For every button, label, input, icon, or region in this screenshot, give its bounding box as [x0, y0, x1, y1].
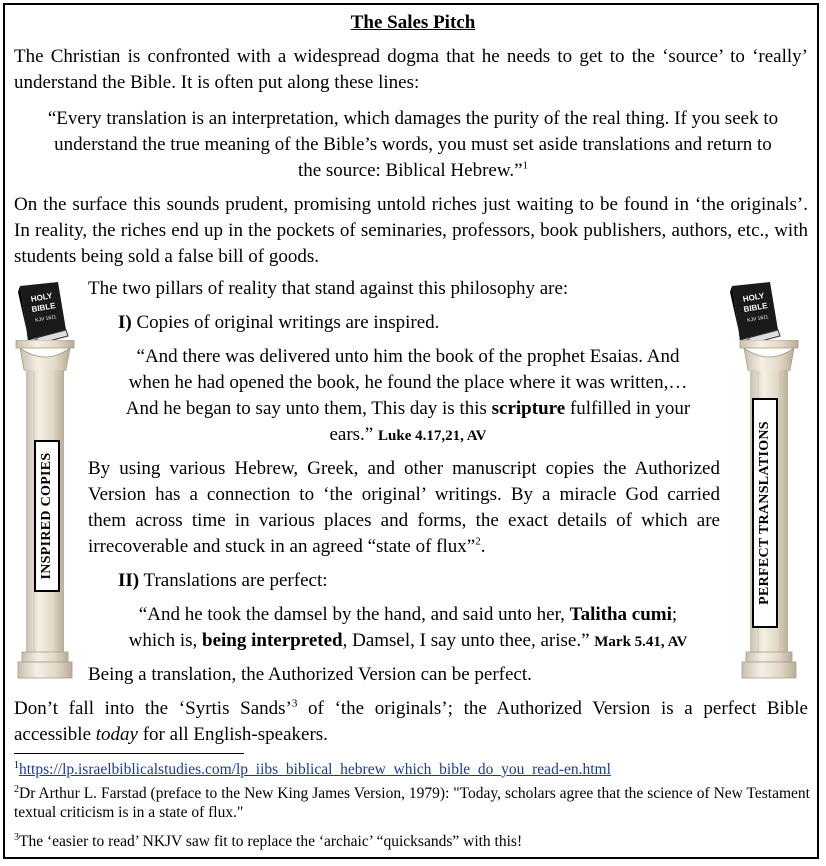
left-bible-cover-line-1: HOLY	[30, 291, 53, 304]
verse1-line-4: ears.” Luke 4.17,21, AV	[329, 424, 487, 445]
point-one	[118, 310, 718, 336]
left-bible-icon	[12, 280, 70, 348]
left-bible-cover-line-3: KJV 1611	[34, 314, 57, 324]
manuscripts-line-3: them across time in various places and forms, the exact details of which are	[88, 510, 720, 531]
inspired-copies-label	[34, 440, 60, 592]
talitha-cumi: Talitha cumi	[569, 604, 672, 625]
right-bible-icon	[724, 280, 782, 348]
luke-reference: Luke 4.17,21, AV	[378, 428, 487, 444]
perfect-translations-text: PERFECT TRANSLATIONS	[757, 421, 772, 605]
footnote-divider	[14, 753, 244, 754]
quote-line-2: understand the true meaning of the Bible’s words, you must set aside translations and return to	[54, 134, 772, 155]
left-bible-cover-line-2: BIBLE	[30, 301, 57, 315]
intro-paragraph: The Christian is confronted with a widespread dogma that he needs to get to the ‘source’ to ‘really’ understand the Bible. It is often put along these lines:	[14, 46, 808, 93]
point-one-text: Copies of original writings are inspired.	[136, 312, 440, 333]
footnote-1-link[interactable]: https://lp.israelbiblicalstudies.com/lp_iibs_biblical_hebrew_which_bible_do_you_read-en.html	[19, 761, 611, 778]
footnote-ref-3: 3	[291, 697, 298, 710]
closing-line-1: Don’t fall into the ‘Syrtis Sands’$^3$ of ‘the originals’; the Authorized Version is a perfect Bible	[14, 697, 808, 719]
surface-paragraph: On the surface this sounds prudent, promising untold riches just waiting to be found in ‘the originals’. In reality, the riches end up in the pockets of seminaries, professors, book publishers, authors, etc., with students being sold a false bill of goods.	[14, 194, 808, 267]
verse2-line-1: “And he took the damsel by the hand, and said unto her, Talitha cumi;	[138, 604, 678, 625]
point-two-number: II)	[118, 570, 140, 591]
right-bible-cover-line-3: KJV 1611	[746, 314, 769, 324]
verse1-line-2: when he had opened the book, he found the place where it was written,…	[128, 372, 688, 393]
right-bible-cover-line-2: BIBLE	[742, 301, 769, 315]
manuscripts-line-4: irrecoverable and stuck in an agreed “state of flux”$^2$.	[88, 535, 486, 557]
footnote-ref-1: 1	[522, 159, 529, 172]
point-one-number: I)	[118, 312, 132, 333]
pillars-intro: The two pillars of reality that stand against this philosophy are:	[88, 278, 569, 299]
closing-line-2: accessible today for all English-speakers.	[14, 724, 328, 745]
page-title: The Sales Pitch	[350, 12, 476, 33]
being-interpreted: being interpreted	[202, 630, 343, 651]
manuscripts-line-2: Version has a connection to ‘the original’ writings. By a miracle God carried	[88, 484, 720, 505]
footnote-1: $^1$https://lp.israelbiblicalstudies.com/lp_iibs_biblical_hebrew_which_bible_do_you_read-en.html	[14, 759, 611, 778]
verse1-line-1: “And there was delivered unto him the book of the prophet Esaias. And	[136, 346, 680, 367]
manuscripts-line-1: By using various Hebrew, Greek, and other manuscript copies the Authorized	[88, 458, 720, 479]
verse2-line-2: which is, being interpreted, Damsel, I say unto thee, arise.” Mark 5.41, AV	[128, 630, 688, 651]
quote-line-1: “Every translation is an interpretation, which damages the purity of the real thing. If you seek to	[47, 108, 779, 129]
perfect-translations-label	[752, 398, 778, 628]
point-two	[118, 568, 718, 594]
today-word: today	[95, 724, 138, 745]
verse1-line-3: And he began to say unto them, This day is this scripture fulfilled in your	[125, 398, 691, 419]
point-two-text: Translations are perfect:	[143, 570, 328, 591]
quote-line-3: the source: Biblical Hebrew.”$^1$	[297, 159, 529, 181]
being-translation-line: Being a translation, the Authorized Version can be perfect.	[88, 664, 532, 685]
footnote-3: $^3$The ‘easier to read’ NKJV saw fit to replace the ‘archaic’ “quicksands” with this!	[14, 831, 523, 850]
footnote-ref-2: 2	[475, 535, 481, 548]
right-bible-cover-line-1: HOLY	[742, 291, 765, 304]
inspired-copies-text: INSPIRED COPIES	[39, 452, 54, 580]
mark-reference: Mark 5.41, AV	[594, 634, 688, 650]
footnote-2: $^2$Dr Arthur L. Farstad (preface to the New King James Version, 1979): "Today, scholars agree that the science of New Testament textual criticism is in a state of flux."	[14, 783, 810, 821]
scripture-word: scripture	[491, 398, 566, 419]
